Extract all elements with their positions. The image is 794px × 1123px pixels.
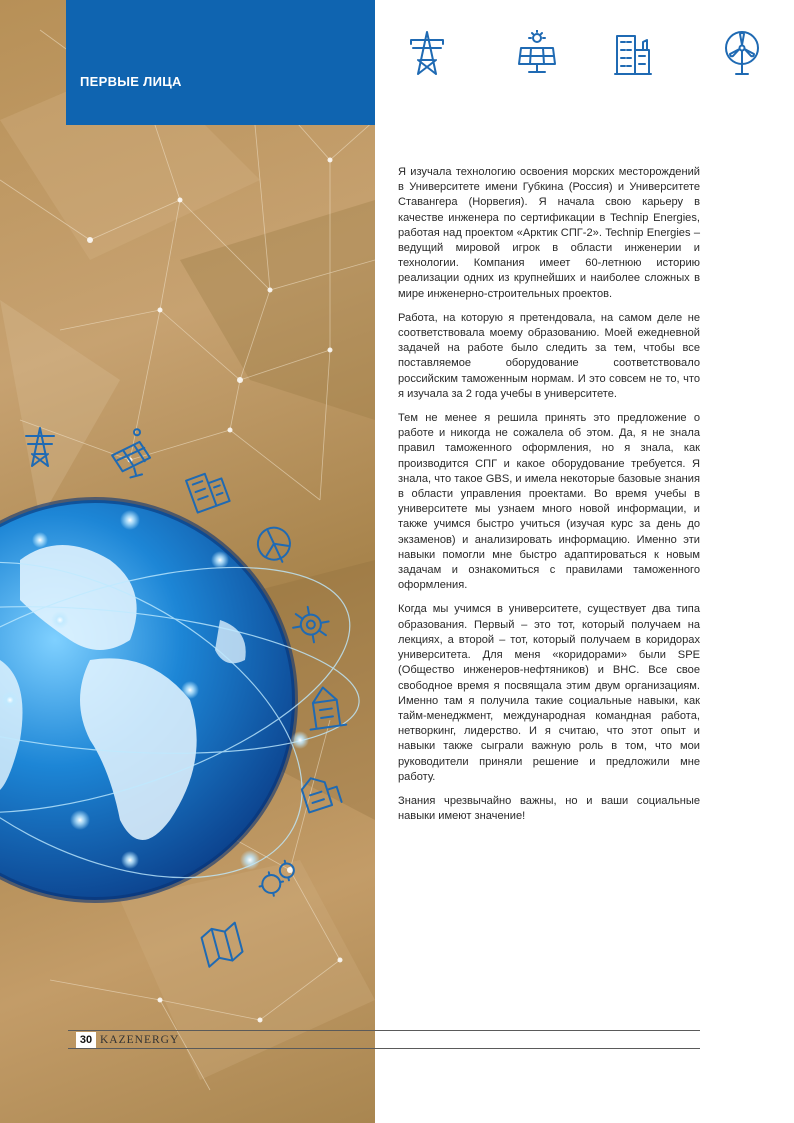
publication-name: KAZENERGY bbox=[100, 1034, 180, 1046]
page-number: 30 bbox=[76, 1032, 96, 1048]
footer-divider-bottom bbox=[68, 1048, 700, 1049]
factory-icon bbox=[186, 469, 230, 513]
article-paragraph: Знания чрезвычайно важны, но и ваши социальные навыки имеют значение! bbox=[398, 794, 700, 823]
section-header bbox=[66, 0, 375, 125]
article-paragraph: Работа, на которую я претендовала, на самом деле не соответствовала моему образованию. Моей ежедневной задачей на работе было следить за тем, чтобы все поставляемое оборудование соответствовало российским таможенным нормам. И это совсем не то, что я изучала за 2 года учебы в университете. bbox=[398, 311, 700, 400]
wind-turbine-icon bbox=[253, 522, 297, 568]
solar-panel-icon bbox=[107, 428, 153, 481]
article-body bbox=[398, 165, 700, 833]
article-paragraph: Когда мы учимся в университете, существует два типа образования. Первый – это тот, который получаем на лекциях, а второй – тот, который получаем в коридорах университета. Для меня «коридорами» были SPE (Общество инженеров-нефтяников) и ВНС. Все свое свободное время я посвящала этим двум организациям. Именно там я получила такие социальные навыки, как тайм-менеджмент, международная командная работа, нетворкинг, лидерство. И я считаю, что этот опыт и навыки также сыграли важную роль в том, что мои руководители приняли решение и предложили мне работу. bbox=[398, 603, 700, 783]
factory-icon bbox=[613, 30, 653, 76]
article-paragraph: Я изучала технологию освоения морских месторождений в Университете имени Губкина (Россия) и Университете Ставангера (Норвегия). Я начала свою карьеру в качестве инженера по сертификации в Technip Energies, работая над проектом «Арктик СПГ-2». Technip Energies – ведущий мировой игрок в области инженерии и технологии. Компания имеет 60-летнюю историю реализации одних из крупнейших и наиболее сложных в мире инженерно-строительных проектов. bbox=[398, 166, 700, 300]
network-background bbox=[0, 0, 375, 1123]
article-paragraph: Тем не менее я решила принять это предложение о работе и никогда не сожалела об этом. Да, я не знала правил таможенного оформления, но я знала, как производится СПГ и какое оборудование требуется. Я знала, что такое GBS, и имела некоторые базовые знания в области управления проектами. Во время учебы в университете мы узнаем много новой информации, и также учимся быстро учиться (изучая курс за день до экзаменов) и анализировать информацию. Именно эти навыки помогли мне быстро адаптироваться к новым задачам и ознакомиться с правилами таможенного оформления. bbox=[398, 412, 700, 592]
power-tower-icon bbox=[407, 30, 447, 76]
footer-divider-top bbox=[68, 1030, 700, 1031]
cover-illustration bbox=[0, 0, 375, 1123]
globe-graphic bbox=[0, 500, 295, 900]
section-title: ПЕРВЫЕ ЛИЦА bbox=[80, 74, 182, 89]
solar-panel-icon bbox=[517, 30, 557, 76]
wind-turbine-icon bbox=[722, 30, 762, 76]
